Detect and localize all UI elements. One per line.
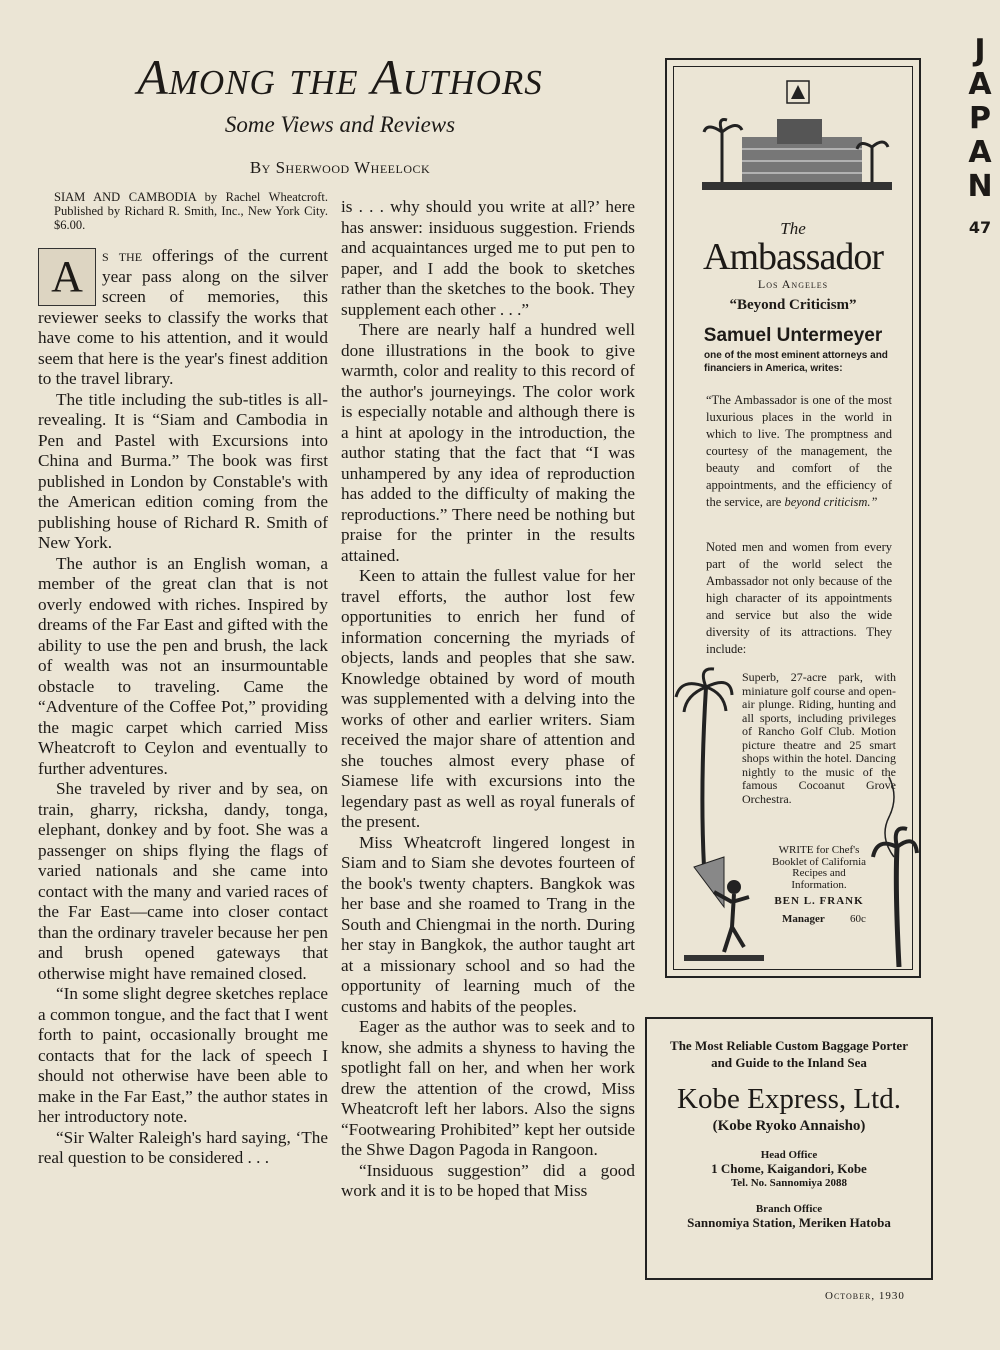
branch-office-label: Branch Office: [755, 1203, 823, 1215]
diver-illustration-icon: [684, 847, 764, 967]
paragraph: Keen to attain the fullest value for her travel efforts, the author lost few opportunities to enrich her fund of information concerning the myriads of objects, lands and peoples that she saw. Knowledge obtained by word of mouth was supplemented with a delving into the works of other and earlier writers. Siam received the major share of attention and she touches almost every phase of Siamese life with excursions into the legendary past as well as royal funerals of the present.: [341, 566, 635, 831]
paragraph: The title including the sub-titles is all-revealing. It is “Siam and Cambodia in Pen and Pastel with Excursions into China and Burma.” The book was first published in London by Constable's with the American edition coming from the publishing house of Richard R. Smith of New York.: [38, 389, 328, 552]
ad-body: Noted men and women from every part of the world select the Ambassador not only because of the high character of its appointments and service but also the wide diversity of its attractions. They include:: [706, 540, 892, 656]
endorser-name: Samuel Untermeyer: [703, 325, 883, 346]
quote-emphasis: beyond criticism.”: [784, 495, 878, 509]
telephone: Tel. No. Sannomiya 2088: [730, 1177, 848, 1189]
magazine-name-text: J A P A N: [967, 33, 993, 204]
hotel-name: Ambassador: [703, 236, 883, 278]
book-info: SIAM AND CAMBODIA by Rachel Wheatcroft. Published by Richard R. Smith, Inc., New York City. $6.00.: [54, 190, 328, 232]
palm-tree-icon: [674, 667, 734, 867]
paragraph: is . . . why should you write at all?’ here has answer: insiduous suggestion. Friends and acquaintances urged me to put pen to paper, and I add the book to sketches rather than the sketches to the book. They supplement each other . . .”: [341, 197, 635, 319]
manager-title: Manager: [782, 913, 825, 925]
paragraph-text: offerings of the current year pass along on the silver screen of memories, this reviewer seeks to classify the works that have come to his attention, and it would seem that here is the year's finest addition to the travel library.: [38, 246, 329, 388]
article-column-1: [38, 190, 328, 1169]
hotel-city: Los Angeles: [757, 277, 829, 291]
endorsement-quote: [706, 392, 892, 511]
ambassador-advertisement: [665, 58, 921, 978]
paragraph: She traveled by river and by sea, on train, gharry, ricksha, dandy, tonga, elephant, donkey and by foot. She was a passenger on ships flying the flags of varied nationals and she came into contact with the many and varied races of the Far East—came into closer contact than the ordinary traveler because her pen and brush opened gateways that otherwise might have remained closed.: [38, 779, 328, 983]
quote-text: “The Ambassador is one of the most luxurious places in the world in which to live. The promptness and courtesy of the management, the beauty and comfort of the appointments, and the efficiency of the service, are: [706, 393, 892, 509]
features-list: Superb, 27-acre park, with miniature golf course and open-air plunge. Riding, hunting and all sports, including privileges of Rancho Golf Club. Motion picture theatre and 25 smart shops within the hotel. Dancing nightly to the music of the famous Cocoanut Grove Orchestra.: [742, 670, 896, 806]
hotel-illustration-icon: [702, 77, 892, 197]
ad-the: The: [780, 219, 806, 238]
article-subtitle: Some Views and Reviews: [224, 112, 456, 137]
paragraph: The author is an English woman, a member of the great clan that is not overly endowed with riches. Inspired by dreams of the Far East and gifted with the ability to use the pen and brush, the lack of wealth was not an insurmountable obstacle to traveling. Came the “Adventure of the Coffee Pot,” providing the magic carpet which carried Miss Wheatcroft to Ceylon and eventually to further adventures.: [38, 553, 328, 778]
write-offer: WRITE for Chef's Booklet of California Recipes and Information.: [771, 844, 867, 891]
drop-cap: A: [38, 248, 96, 306]
palm-tree-icon: [869, 767, 919, 967]
endorser-description: one of the most eminent attorneys and financiers in America, writes:: [704, 350, 888, 374]
paragraph: “Insiduous suggestion” did a good work and it is to be hoped that Miss: [341, 1160, 635, 1200]
byline: By Sherwood Wheelock: [249, 158, 431, 177]
paragraph: Eager as the author was to seek and to know, she admits a shyness to having the spotlight fall on her, and when her work drew the attention of the crowd, Miss Wheatcroft left her labors. Also the signs “Footwearing Prohibited” kept her outside the Shwe Dagon Pagoda in Rangoon.: [341, 1017, 635, 1159]
article-title: Among the Authors: [137, 49, 543, 105]
magazine-name: [962, 34, 998, 204]
paragraph: Miss Wheatcroft lingered longest in Siam and to Siam she devotes fourteen of the book's twenty chapters. Bangkok was her base and she roamed to Trang in the South and Chiengmai in the north. During her stay in Bangkok, the author taught art at a missionary school and so had the opportunity of learning much of the customs and habits of the peoples.: [341, 832, 635, 1016]
paragraph: “Sir Walter Raleigh's hard saying, ‘The real question to be considered . . .: [38, 1127, 328, 1167]
paragraph: There are nearly half a hundred well done illustrations in the book to give warmth, color and reality to this record of the author's journeyings. The color work is especially notable and although there is a hint at apology in the introduction, the author stating that the fact that “I was unhampered by any idea of reproduction has added to the difficulty of making the reproductions.” There need be nothing but praise for the printer in the results attained.: [341, 320, 635, 565]
page-number: 47: [968, 218, 992, 237]
lead-words: s the: [102, 246, 143, 265]
ad-code: 60c: [850, 913, 866, 925]
head-office-label: Head Office: [760, 1149, 818, 1161]
manager-name: BEN L. FRANK: [774, 895, 864, 907]
head-office-address: 1 Chome, Kaigandori, Kobe: [711, 1161, 867, 1176]
article-column-2: [341, 197, 635, 1202]
kobe-company-name: Kobe Express, Ltd.: [677, 1083, 901, 1115]
issue-date: October, 1930: [825, 1290, 905, 1302]
first-paragraph: [38, 246, 328, 390]
kobe-express-advertisement: [645, 1017, 933, 1280]
paragraph: “In some slight degree sketches replace a common tongue, and the fact that I went forth to paint, occasionally brought me contacts that for the lack of speech I should not otherwise have been able to make in the Far East,” the author states in her introductory note.: [38, 984, 328, 1126]
branch-office-address: Sannomiya Station, Meriken Hatoba: [687, 1215, 891, 1230]
ad-tagline: “Beyond Criticism”: [729, 297, 857, 313]
kobe-alt-name: (Kobe Ryoko Annaisho): [712, 1118, 866, 1134]
kobe-tagline: The Most Reliable Custom Baggage Porter and Guide to the Inland Sea: [670, 1038, 908, 1070]
